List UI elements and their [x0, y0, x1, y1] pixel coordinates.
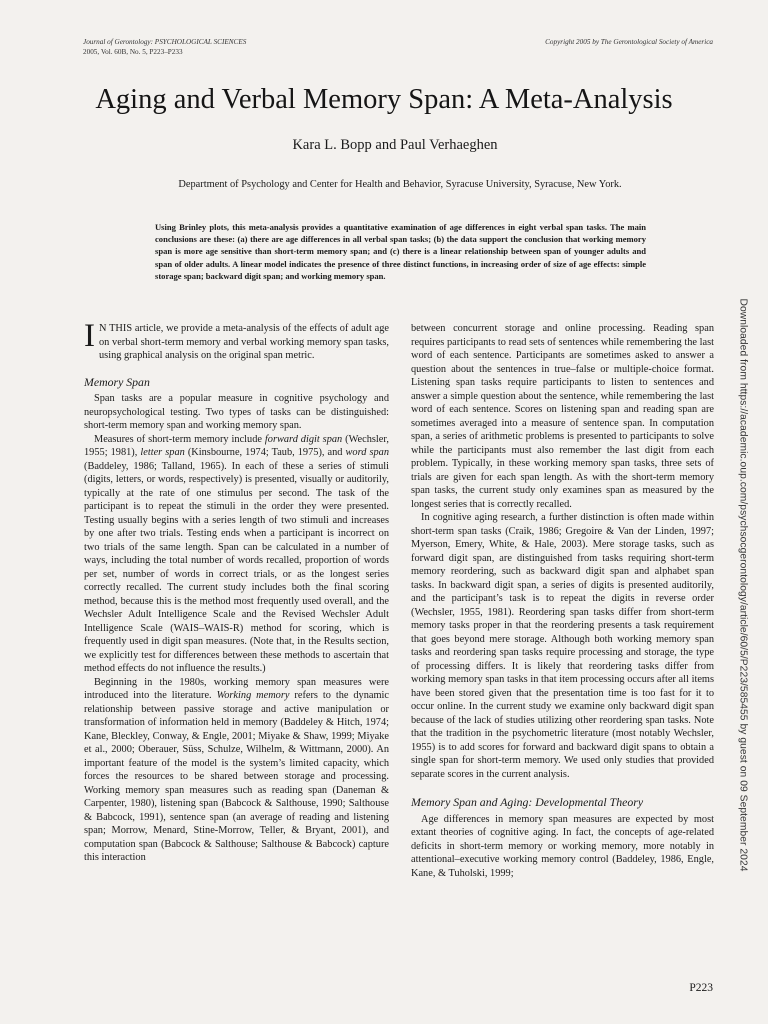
paragraph: between concurrent storage and online processing. Reading span requires participants to read sets of sentences while remembering the last word of each sentence. Participants are sometimes asked to answer a question about the sentences in true–false or multiple-choice format. Listening span tasks require participants to listen to sentences and answer a simple question about the sentence, while remembering the last word of each sentence. Scores on listening span and reading span are sometimes averaged into a measure of sentence span. In computation span, a series of arithmetic problems is presented to participants to solve while the participants must also remember the last digit from each problem. Typically, in these working memory span tasks, three sets of trials are given for each span length. As with the short-term memory span tasks, the current study only examines span as measured by the longest series that is correctly recalled. [411, 323, 714, 510]
section-heading-developmental-theory: Memory Span and Aging: Developmental Theory [411, 795, 644, 809]
abstract: Using Brinley plots, this meta-analysis provides a quantitative examination of age differences in eight verbal span tasks. The main conclusions are these: (a) there are age differences in all verbal span tasks; (b) the data support the conclusion that working memory span is more age sensitive than short-term memory span; and (c) there is a linear relationship between span of younger adults and span of older adults. A linear model indicates the presence of three distinct functions, in increasing order of size of age effects: simple storage span; backward digit span; and working memory span. [155, 222, 646, 281]
section-heading-memory-span: Memory Span [84, 374, 150, 389]
paragraph: Beginning in the 1980s, working memory span measures were introduced into the literature. Working memory refers to the dynamic relationship between passive storage and active manipulation or transformation of information held in memory (Baddeley & Hitch, 1974; Kane, Bleckley, Conway, & Engle, 2001; Miyake & Shaw, 1999; Miyake et al., 2000; Oberauer, Süss, Schulze, Wilhelm, & Wittmann, 2000). An important feature of the model is the system’s limited capacity, which forces the resources to be shared between storage and processing. Working memory span measures such as reading span (Daneman & Carpenter, 1980), listening span (Babcock & Salthouse, 1990; Salthouse & Babcock, 1991), sentence span (an average of reading and listening span; Morrow, Menard, Stine-Morrow, Teller, & Bryant, 2001), and computation span (Babcock & Salthouse; Salthouse & Babcock) capture this interaction [84, 676, 390, 863]
drop-cap: I [84, 318, 95, 354]
paragraph: Span tasks are a popular measure in cognitive psychology and neuropsychological testing. Two types of tasks can be distinguished: short-term memory span and working memory span. [84, 393, 389, 431]
paragraph: Age differences in memory span measures are expected by most extant theories of cognitive aging. In fact, the concepts of age-related deficits in short-term memory or working memory, more notably in attentional–executive working memory control (Baddeley, 1986, Engle, Kane, & Tuholski, 1999; [411, 813, 714, 879]
download-watermark [733, 217, 752, 952]
article-title: Aging and Verbal Memory Span: A Meta-Analysis [95, 84, 673, 115]
journal-name: Journal of Gerontology: PSYCHOLOGICAL SCIENCES [83, 38, 247, 46]
article-authors: Kara L. Bopp and Paul Verhaeghen [292, 137, 498, 153]
term-letter-span: letter span [140, 447, 185, 458]
right-column [411, 322, 714, 880]
left-column [84, 318, 390, 865]
journal-volume: 2005, Vol. 60B, No. 5, P223–P233 [83, 48, 183, 56]
download-watermark-text: Downloaded from https://academic.oup.com/psychsocgerontology/article/60/5/P223/585455 by guest on 09 September 2024 [737, 297, 748, 872]
term-word-span: word span [345, 447, 389, 458]
author-affiliation: Department of Psychology and Center for Health and Behavior, Syracuse University, Syracuse, New York. [178, 179, 622, 190]
term-forward-digit-span: forward digit span [264, 433, 343, 445]
page-number: P223 [689, 982, 713, 994]
copyright-notice: Copyright 2005 by The Gerontological Society of America [545, 38, 713, 46]
term-working-memory: Working memory [216, 690, 290, 701]
journal-header [83, 37, 246, 57]
intro-text: N THIS article, we provide a meta-analysis of the effects of adult age on verbal short-term memory and verbal working memory span tasks, using graphical analysis on the original span metric. [99, 323, 389, 361]
paragraph: Measures of short-term memory include forward digit span (Wechsler, 1955; 1981), letter span (Kinsbourne, 1974; Taub, 1975), and word span (Baddeley, 1986; Talland, 1965). In each of these a series of stimuli (digits, letters, or words, respectively) is presented, visually or auditorily, typically at the rate of one stimulus per second. The task of the participant is to repeat the stimuli in the order they were presented. Testing usually begins with a series length of two stimuli and increases by one after two trials. Testing ends when a participant is incorrect on two trials of the same length. Span can be calculated in a number of ways, including the total number of words recalled, proportion of words per set, number of words in correct trials, or as the longest series correctly recalled. The current study includes both the final scoring method, because this is the method most frequently used overall, and the Wechsler Adult Intelligence Scale and the Revised Wechsler Adult Intelligence Scale (WAIS–WAIS-R) method for scoring, which is frequently used in digit span measures. (Note that, in the Results section, we explicitly test for differences between these methods to ascertain that method effects do not influence the results.) [84, 433, 390, 674]
intro-paragraph [84, 318, 389, 363]
paragraph: In cognitive aging research, a further distinction is often made within short-term span tasks (Craik, 1986; Gregoire & Van der Linden, 1997; Myerson, Emery, White, & Hale, 2003). Mere storage tasks, such as forward digit span, are distinguished from tasks requiring short-term memory reordering, such as backward digit span and alphabet span tasks. In backward digit span, a series of digits is presented auditorily, and the participant’s task is to repeat the digits in reverse order (Wechsler, 1955, 1981). Reordering span tasks differ from short-term memory tasks proper in that the reordering presents a task requirement that goes beyond mere storage. Although both working memory span tasks and reordering span tasks require processing and storage, the type of processing differs. It is likely that reordering tasks differ from working memory span tasks in that item processing occurs after all items have been stored given that the presentation time is too fast for it to occur online. In the current study we examine only backward digit span because of the lack of studies utilizing other reordering span tasks. Note that the tradition in the psychometric literature (most notably Wechsler, 1955) is to add scores for forward and backward digit spans to obtain a single span for short-term memory. We used only studies that provided separate scores in the current analysis. [411, 512, 714, 780]
